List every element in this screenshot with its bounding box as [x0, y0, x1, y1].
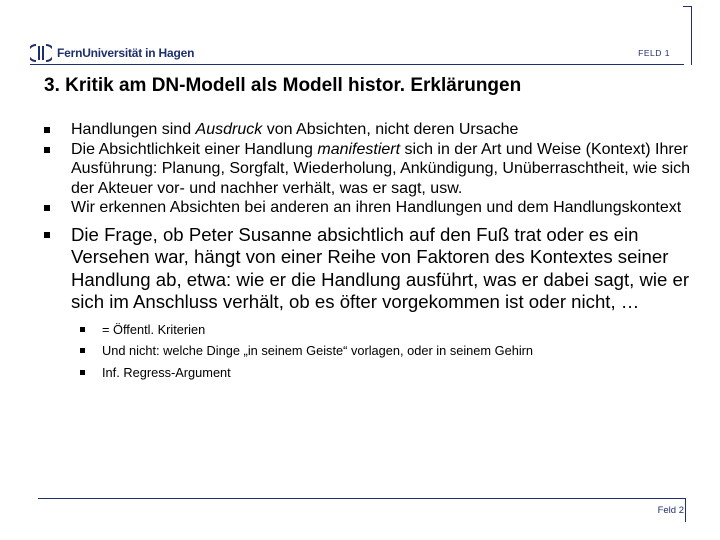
bullet-text: Die Frage, ob Peter Susanne absichtlich auf den Fuß trat oder es ein Versehen war, hängt von einer Reihe von Faktoren des Kontextes seiner Handlung ab, etwa: wie er die Handlung ausführt, was er dabei sagt, wie er sich im Anschluss verhält, ob es öfter vorgekommen ist oder nicht, … [71, 223, 690, 313]
bullet-icon [80, 327, 85, 332]
bullet-item-main [44, 224, 694, 314]
sub-bullet-text: Inf. Regress-Argument [102, 364, 231, 380]
header-divider [30, 64, 684, 65]
bullet-icon [44, 127, 50, 133]
sub-bullet-item [44, 362, 694, 384]
bullet-icon [44, 205, 50, 211]
sub-bullet-item [44, 319, 694, 341]
slide-content [44, 120, 694, 383]
university-logo [30, 42, 194, 64]
bullet-icon [80, 348, 85, 353]
bullet-icon [44, 147, 50, 153]
footer-label: Feld 2 [657, 505, 684, 516]
field-label: FELD 1 [638, 48, 670, 58]
sub-bullet-text: Und nicht: welche Dinge „in seinem Geiste“ vorlagen, oder in seinem Gehirn [102, 343, 534, 359]
bullet-item [44, 140, 694, 199]
sub-bullet-text: = Öffentl. Kriterien [102, 321, 206, 337]
slide-title: 3. Kritik am DN-Modell als Modell histor. Erklärungen [44, 75, 522, 96]
bullet-item [44, 198, 694, 218]
slide-header [0, 0, 720, 70]
bullet-list-main [44, 224, 694, 314]
bullet-icon [44, 232, 50, 238]
bullet-icon [80, 370, 85, 375]
footer-divider [38, 498, 686, 499]
logo-text: FernUniversität in Hagen [57, 46, 195, 60]
bullet-list-level1 [44, 120, 694, 218]
bullet-text: Handlungen sind Ausdruck von Absichten, nicht deren Ursache [71, 121, 519, 138]
bullet-text: Die Absichtlichkeit einer Handlung manifestiert sich in der Art und Weise (Kontext) Ihrer Ausführung: Planung, Sorgfalt, Wiederholung, Ankündigung, Unüberraschtheit, wie sich der Akteuer vor- und nachher verhält, was er sagt, usw. [71, 140, 691, 197]
sub-bullet-list [44, 319, 694, 384]
emphasis-text: Ausdruck [195, 121, 263, 138]
bullet-item [44, 120, 694, 140]
footer-bracket [685, 498, 686, 522]
emphasis-text: manifestiert [317, 140, 401, 158]
sub-bullet-item [44, 340, 694, 362]
university-logo-icon [30, 42, 52, 64]
header-bracket [683, 6, 692, 65]
bullet-text: Wir erkennen Absichten bei anderen an ihren Handlungen und dem Handlungskontext [71, 199, 682, 217]
